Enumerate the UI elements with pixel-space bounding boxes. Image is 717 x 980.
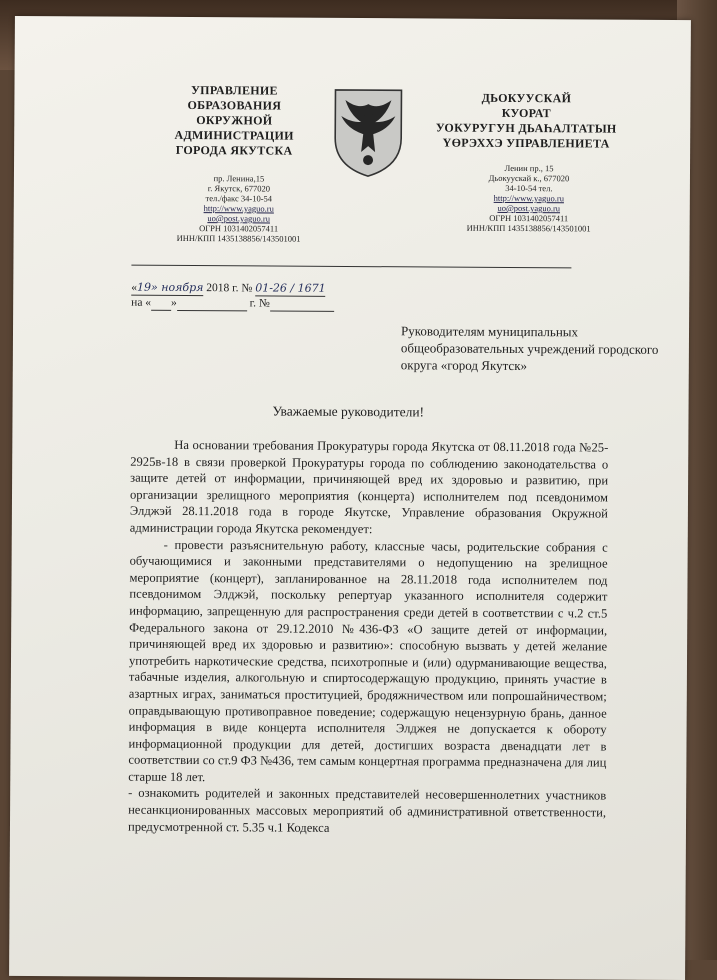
reference-prefix: на «	[131, 296, 152, 309]
address-line: 34-10-54 тел.	[505, 182, 553, 194]
website-link[interactable]: http://www.yaguo.ru	[203, 203, 274, 214]
header-right-org	[416, 90, 636, 151]
org-line: ГОРОДА ЯКУТСКА	[175, 142, 293, 158]
org-line: ҮӨРЭХХЭ УПРАВЛЕНИЕТА	[442, 135, 610, 151]
org-line: ДЬОКУУСКАЙ	[481, 90, 572, 106]
address-line: пр. Ленина,15	[213, 173, 265, 184]
yakutsk-eagle-emblem-icon	[331, 86, 406, 178]
reference-line	[131, 296, 334, 312]
handwritten-number: 01-26 / 1671	[255, 281, 326, 295]
ogrn-text: ОГРН 1031402057411	[199, 223, 279, 234]
email-link[interactable]: uo@post.yaguo.ru	[497, 202, 561, 214]
addressee-block: Руководителям муниципальных общеобразовательных учреждений городского округа «город Якутск»	[400, 323, 659, 374]
header-divider	[131, 265, 571, 269]
website-link[interactable]: http://www.yaguo.ru	[493, 192, 565, 204]
org-line: УОКУРУГУН ДЬАҺАЛТАТЫН	[435, 120, 617, 136]
body-paragraph: - провести разъяснительную работу, классные часы, родительские собрания с обучающимися и законными представителями о недопущению на зрелищное мероприятие (концерт), запланированное на 28.11.2018 года исполнителем под псевдонимом Элджэй, поскольку репертуар указанного исполнителя содержит информацию, запрещенную для распространения среди детей в соответствии с ч.2 ст.5 Федерального закона от 29.12.2010 №436-ФЗ «О защите детей от информации, причиняющей вред их здоровью и развитию»: способную вызвать у детей желание употребить наркотические средства, психотропные и (или) одурманивающие вещества, табачные изделия, алкогольную и спиртосодержащую продукцию, принять участие в азартных играх, заниматься проституцией, бродяжничеством или попрошайничеством; оправдывающую противоправное поведение; содержащую нецензурную брань, данное информация в виде концерта исполнителя Элджея не допускается к обороту информационной продукции для детей, достигших возраста двенадцати лет в соответствии со ст.9 ФЗ №436, тем самым концертная программа предназначена для лиц старше 18 лет.	[128, 537, 608, 784]
org-line: АДМИНИСТРАЦИИ	[174, 127, 294, 143]
header-left-address	[164, 173, 314, 244]
email-link[interactable]: uo@post.yaguo.ru	[207, 213, 271, 224]
body-paragraph: На основании требования Прокуратуры города Якутска от 08.11.2018 года №25-2925в-18 в связи проверкой Прокуратуры города по соблюдению законодательства о защите детей от информации, причиняющей вред их здоровью и развитию, при организации зрелищного мероприятия (концерта) исполнителем под псевдонимом Элджэй 28.11.2018 года в городе Якутске, Управление образования Окружной администрации города Якутска рекомендует:	[129, 437, 609, 537]
body-paragraph: - ознакомить родителей и законных представителей несовершеннолетних участников несанкционированных массовых мероприятий об административной ответственности, предусмотренной ст. 5.35 ч.1 Кодекса	[127, 786, 607, 835]
org-line: ОКРУЖНОЙ	[196, 113, 273, 128]
inn-text: ИНН/КПП 1435138856/143501001	[466, 222, 591, 234]
org-line: ОБРАЗОВАНИЯ	[187, 98, 282, 113]
letter-body	[128, 437, 608, 838]
address-line: Ленин пр., 15	[504, 162, 554, 174]
header-left-org	[154, 83, 314, 159]
address-line: г. Якутск, 677020	[207, 183, 271, 194]
inn-text: ИНН/КПП 1435138856/143501001	[176, 232, 301, 244]
reference-middle: »	[171, 296, 177, 309]
header-right-address	[444, 163, 614, 234]
ogrn-text: ОГРН 1031402057411	[489, 212, 569, 224]
reference-suffix: г. №	[249, 297, 270, 310]
year-text: 2018 г. №	[206, 282, 253, 295]
letter-page	[9, 16, 691, 980]
registration-line	[131, 281, 325, 297]
address-line: Дьокуускай к., 677020	[488, 172, 570, 184]
address-line: тел./факс 34-10-54	[205, 193, 273, 204]
salutation: Уважаемые руководители!	[272, 403, 425, 420]
org-line: КУОРАТ	[501, 105, 552, 121]
org-line: УПРАВЛЕНИЕ	[191, 83, 278, 98]
handwritten-date: 19» ноября	[136, 280, 204, 295]
date-prefix: «	[131, 281, 138, 294]
